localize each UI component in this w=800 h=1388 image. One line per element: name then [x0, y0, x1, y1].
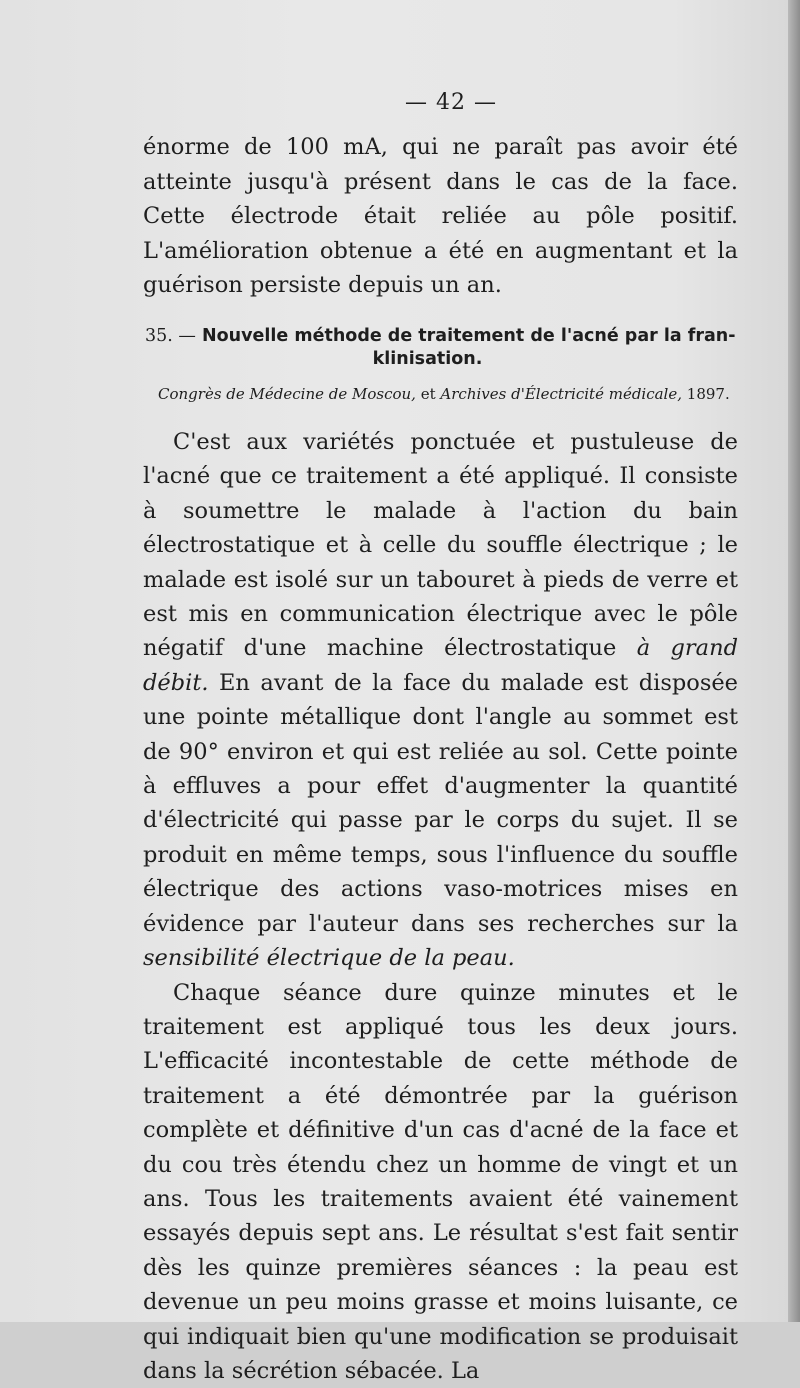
body-paragraph-1: [143, 425, 738, 976]
page-number: — 42 —: [405, 90, 497, 115]
section-source: [158, 383, 738, 405]
section-title-line1: Nouvelle méthode de traitement de l'acné par la fran-: [202, 326, 736, 346]
p1-italic-grand-debit: à grand débit.: [143, 635, 738, 695]
intro-paragraph: énorme de 100 mA, qui ne paraît pas avoir été atteinte jusqu'à présent dans le cas de la face. Cette électrode était reliée au pôle positif. L'amélioration obtenue a été en augmentant et la guérison persiste depuis un an.: [143, 130, 738, 303]
source-year: 1897.: [687, 385, 730, 403]
p1-italic-sensibilite: sensibilité électrique de la peau.: [143, 945, 515, 971]
page-edge: [788, 0, 800, 1322]
section-title-line2: klinisation.: [145, 348, 740, 371]
body-paragraph-2: Chaque séance dure quinze minutes et le traitement est appliqué tous les deux jours. L'efficacité incontestable de cette méthode de traitement a été démontrée par la guérison complète et définitive d'un cas d'acné de la face et du cou très étendu chez un homme de vingt et un ans. Tous les traitements avaient été vainement essayés depuis sept ans. Le résultat s'est fait sentir dès les quinze premières séances : la peau est devenue un peu moins grasse et moins luisante, ce qui indiquait bien qu'une modification se produisait dans la sécrétion sébacée. La: [143, 976, 738, 1388]
p1-text-middle: En avant de la face du malade est disposée une pointe métallique dont l'angle au sommet est de 90° environ et qui est reliée au sol. Cette pointe à effluves a pour effet d'augmenter la quantité d'électricité qui passe par le corps du sujet. Il se produit en même temps, sous l'influence du souffle électrique des actions vaso-motrices mises en évidence par l'auteur dans ses recherches sur la: [143, 670, 738, 937]
section-heading: [145, 325, 740, 371]
source-and: et: [421, 385, 436, 403]
source-journal: Archives d'Électricité médicale,: [440, 385, 682, 403]
p1-text-start: C'est aux variétés ponctuée et pustuleuse de l'acné que ce traitement a été appliqué. Il consiste à soumettre le malade à l'action du bain électrostatique et à celle du souffle électrique ; le malade est isolé sur un tabouret à pieds de verre et est mis en communication électrique avec le pôle négatif d'une machine électrostatique: [143, 429, 738, 661]
body-text: [143, 425, 738, 1388]
section-number: 35. —: [145, 326, 196, 346]
source-congress: Congrès de Médecine de Moscou,: [158, 385, 416, 403]
